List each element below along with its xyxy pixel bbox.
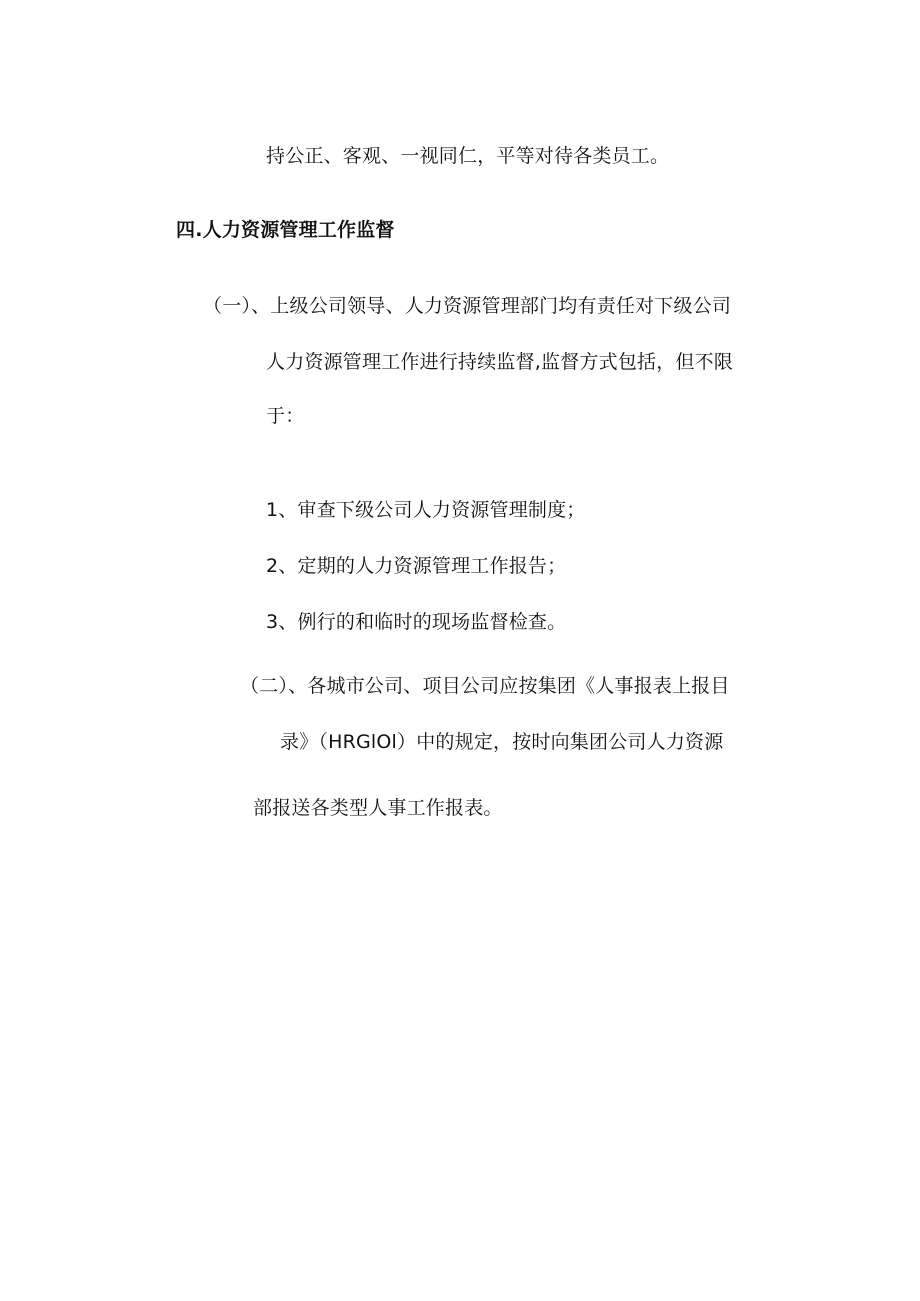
list-item: 1、审查下级公司人力资源管理制度； (266, 499, 586, 521)
continuation-line: 持公正、客观、一视同仁，平等对待各类员工。 (266, 145, 670, 167)
section1-line1: （一）、上级公司领导、人力资源管理部门均有责任对下级公司 (203, 295, 732, 317)
section-heading: 四.人力资源管理工作监督 (176, 219, 395, 241)
section2-line3: 部报送各类型人事工作报表。 (253, 797, 503, 819)
section1-line3: 于： (266, 405, 305, 427)
section1-line2: 人力资源管理工作进行持续监督,监督方式包括，但不限 (266, 351, 734, 373)
section2-line2: 录》（HRGlOl）中的规定，按时向集团公司人力资源 (280, 731, 724, 753)
section2-line1: （二）、各城市公司、项目公司应按集团《人事报表上报目 (240, 675, 730, 697)
list-item: 3、例行的和临时的现场监督检查。 (266, 611, 567, 633)
list-item: 2、定期的人力资源管理工作报告； (266, 555, 567, 577)
